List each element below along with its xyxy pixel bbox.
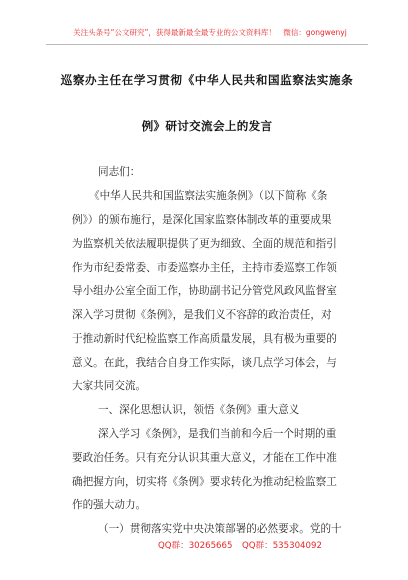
subsection-heading: （一）贯彻落实党中央决策部署的必然要求。党的十 bbox=[98, 523, 342, 535]
footer-bar bbox=[0, 540, 408, 554]
paragraph-line: 要政治任务。只有充分认识其重大意义，才能在工作中准 bbox=[72, 452, 337, 464]
document-title-line-2: 例》研讨交流会上的发言 bbox=[141, 119, 273, 133]
header-divider bbox=[46, 44, 368, 45]
paragraph-line: 作的强大动力。 bbox=[72, 499, 147, 511]
paragraph-line: 确把握方向，切实将《条例》要求转化为推动纪检监察工 bbox=[72, 476, 337, 488]
footer-qq-group-right: QQ群：535304092 bbox=[242, 541, 322, 551]
paragraph-line: 为监察机关依法履职提供了更为细致、全面的规范和指引 bbox=[72, 238, 337, 250]
paragraph-line: 例》）的颁布施行，是深化国家监察体制改革的重要成果 bbox=[72, 214, 332, 226]
document-title-line-1: 巡察办主任在学习贯彻《中华人民共和国监察法实施条 bbox=[60, 73, 354, 87]
paragraph-line: 导小组办公室全面工作，协助副书记分管党风政风监督室 bbox=[72, 285, 337, 297]
salutation: 同志们： bbox=[98, 166, 141, 178]
paragraph-line: 深入学习《条例》，是我们当前和今后一个时期的重 bbox=[98, 428, 337, 440]
paragraph-line: 《中华人民共和国监察法实施条例》（以下简称《条 bbox=[89, 190, 328, 202]
footer-qq-group-left: QQ群：30265665 bbox=[158, 541, 233, 551]
paragraph-line: 深入学习贯彻《条例》，是我们义不容辞的政治责任，对 bbox=[72, 309, 332, 321]
paragraph-line: 意义。在此，我结合自身工作实际，谈几点学习体会，与 bbox=[72, 357, 337, 369]
header-promo-text: 关注头条号“公文研究”，获得最新最全最专业的公文资料库！ 微信：gongwenyj bbox=[73, 28, 347, 37]
section-heading: 一、深化思想认识，领悟《条例》重大意义 bbox=[98, 404, 300, 416]
paragraph-line: 作为市纪委常委、市委巡察办主任，主持市委巡察工作领 bbox=[72, 262, 337, 274]
header-promo-banner bbox=[70, 28, 350, 38]
paragraph-line: 于推动新时代纪检监察工作高质量发展，具有极为重要的 bbox=[72, 333, 337, 345]
paragraph-line: 大家共同交流。 bbox=[72, 380, 147, 392]
